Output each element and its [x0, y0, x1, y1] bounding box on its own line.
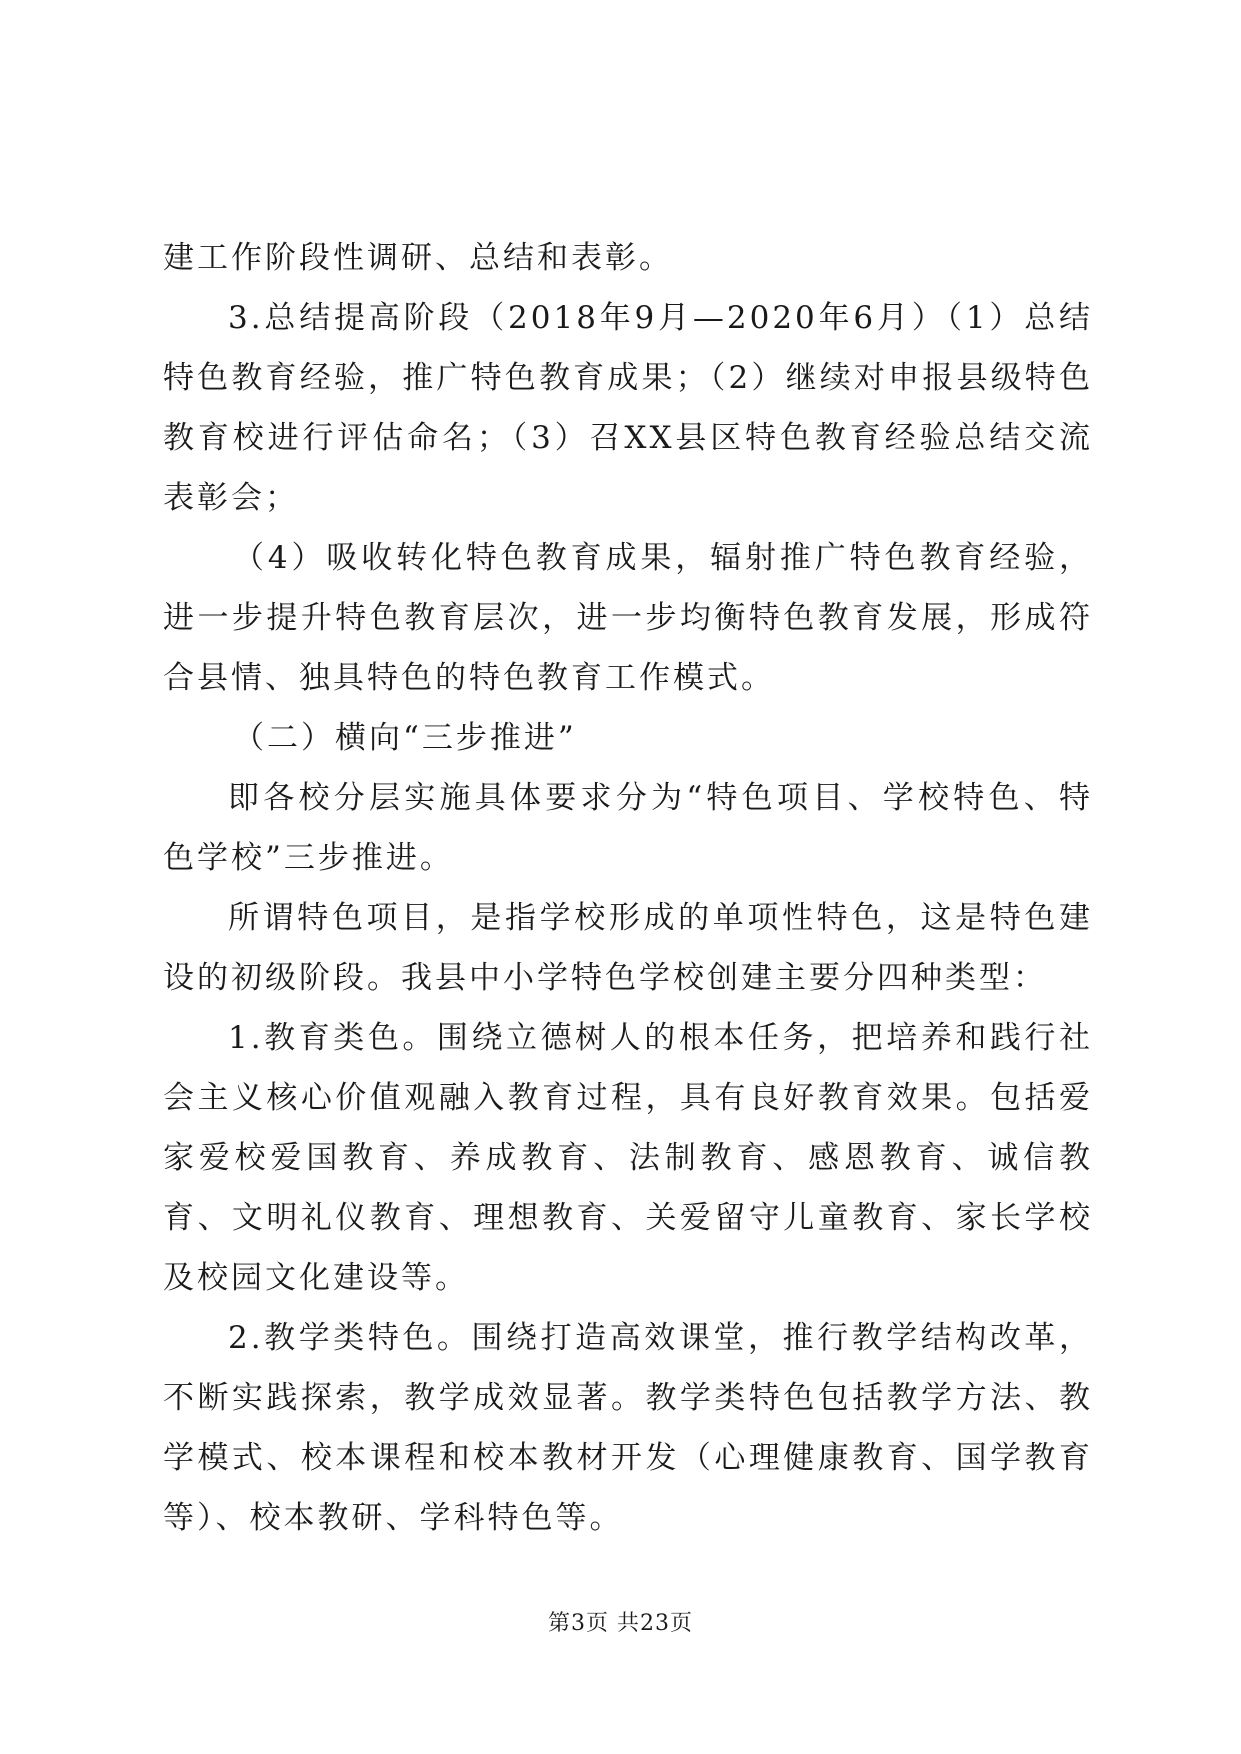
document-body [163, 228, 1093, 1548]
paragraph-education-type: 1.教育类色。围绕立德树人的根本任务，把培养和践行社会主义核心价值观融入教育过程，具有良好教育效果。包括爱家爱校爱国教育、养成教育、法制教育、感恩教育、诚信教育、文明礼仪教育、理想教育、关爱留守儿童教育、家长学校及校园文化建设等。 [163, 1020, 1093, 1296]
paragraph-teaching-type: 2.教学类特色。围绕打造高效课堂，推行教学结构改革，不断实践探索，教学成效显著。教学类特色包括教学方法、教学模式、校本课程和校本教材开发（心理健康教育、国学教育等）、校本教研、学科特色等。 [163, 1320, 1093, 1536]
paragraph-phase-3-item-4: （4）吸收转化特色教育成果，辐射推广特色教育经验，进一步提升特色教育层次，进一步均衡特色教育发展，形成符合县情、独具特色的特色教育工作模式。 [163, 540, 1093, 696]
paragraph-feature-projects: 所谓特色项目，是指学校形成的单项性特色，这是特色建设的初级阶段。我县中小学特色学校创建主要分四种类型： [163, 900, 1093, 996]
paragraph-three-steps: 即各校分层实施具体要求分为“特色项目、学校特色、特色学校”三步推进。 [163, 780, 1093, 876]
paragraph-phase-3: 3.总结提高阶段（2018年9月—2020年6月）（1）总结特色教育经验，推广特色教育成果；（2）继续对申报县级特色教育校进行评估命名；（3）召XX县区特色教育经验总结交流表彰会； [163, 300, 1093, 516]
section-heading-horizontal: （二）横向“三步推进” [233, 720, 577, 756]
paragraph-continuation: 建工作阶段性调研、总结和表彰。 [163, 240, 673, 276]
page-number-footer: 第3页 共23页 [548, 1611, 693, 1636]
